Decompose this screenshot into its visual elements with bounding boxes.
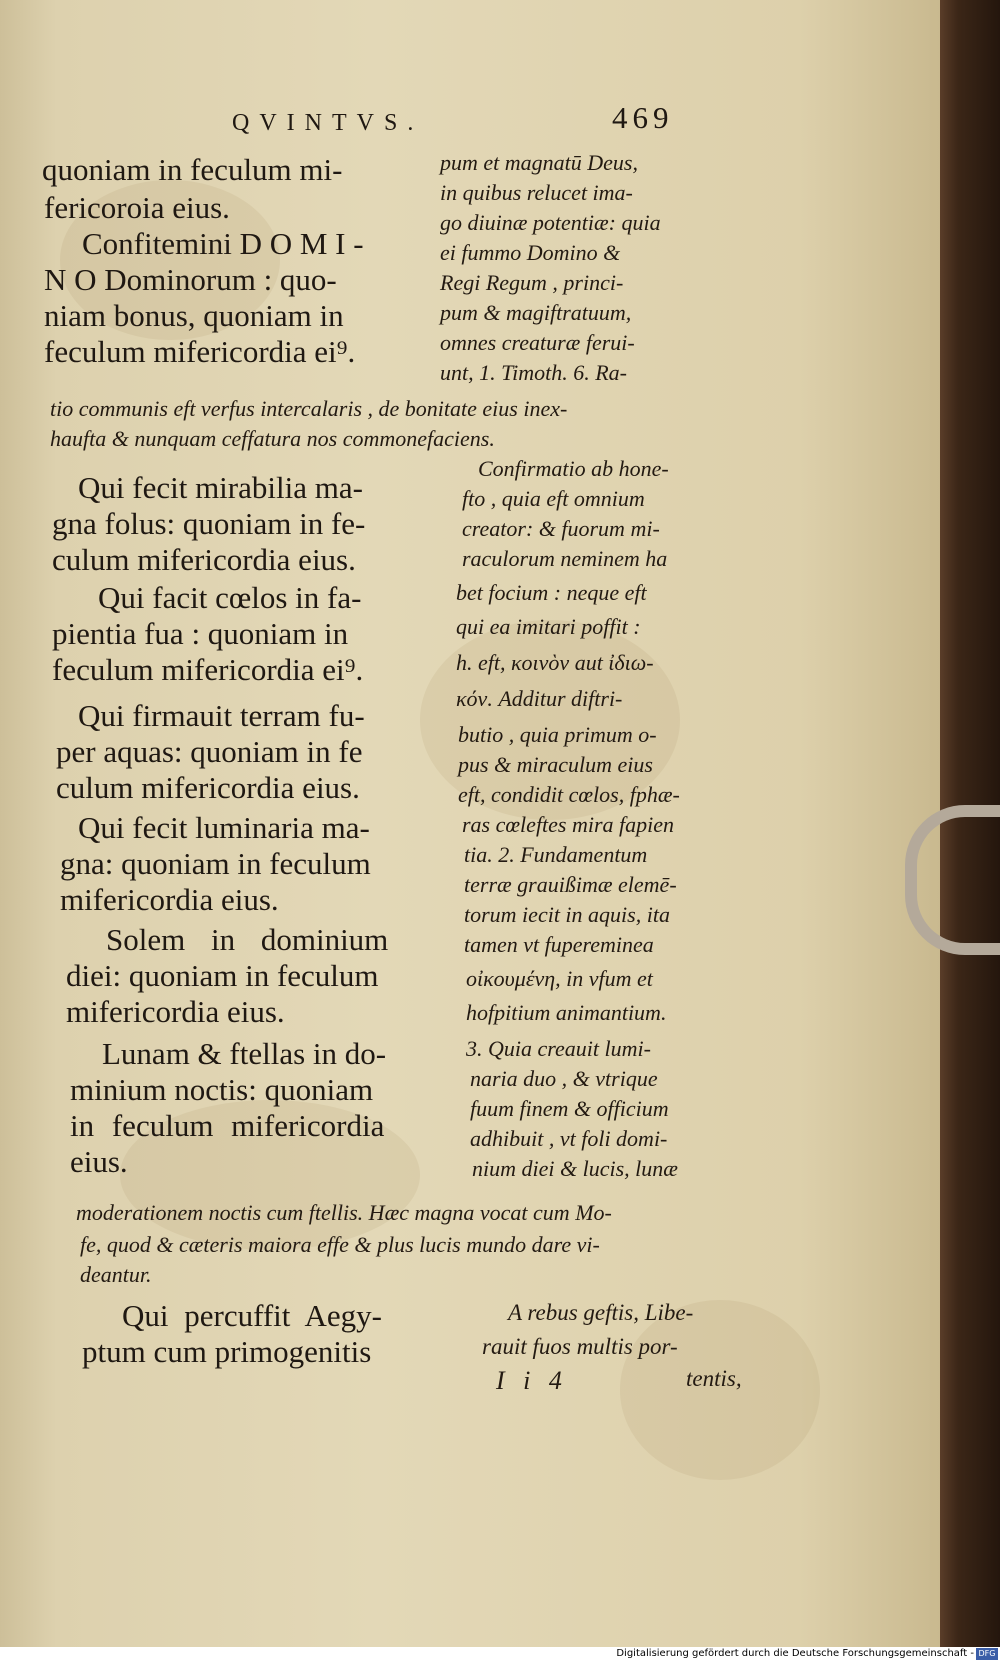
gloss-line: eft, condidit cœlos, fphæ- xyxy=(458,782,680,807)
gloss-line: h. eft, κοινὸν aut ἰδιω- xyxy=(456,650,654,675)
text-line: pientia fua : quoniam in xyxy=(52,616,349,651)
text-line: eius. xyxy=(70,1144,128,1179)
gloss-line: Confirmatio ab hone- xyxy=(478,456,669,481)
dfg-logo: DFG xyxy=(976,1648,998,1660)
text-line: gna: quoniam in feculum xyxy=(60,846,371,881)
gloss-line: butio , quia primum o- xyxy=(458,722,657,747)
gloss-line: omnes creaturæ ferui- xyxy=(440,330,635,355)
text-line: feculum mifericordia ei⁹. xyxy=(52,652,364,687)
gloss-line: deantur. xyxy=(80,1262,152,1287)
text-line: Qui fecit luminaria ma- xyxy=(78,810,370,845)
text-line: quoniam in feculum mi- xyxy=(42,152,343,187)
gloss-line: nium diei & lucis, lunæ xyxy=(472,1156,678,1181)
text-line: gna folus: quoniam in fe- xyxy=(52,506,366,541)
text-line: diei: quoniam in feculum xyxy=(66,958,379,993)
text-line: Qui fecit mirabilia ma- xyxy=(78,470,363,505)
gloss-line: fe, quod & cæteris maiora effe & plus lucis mundo dare vi- xyxy=(80,1232,600,1257)
text-line: mifericordia eius. xyxy=(66,994,285,1029)
text-line: culum mifericordia eius. xyxy=(52,542,356,577)
gloss-line: terræ grauißimæ elemē- xyxy=(464,872,677,897)
text-line: Qui firmauit terram fu- xyxy=(78,698,365,733)
gloss-line: fto , quia eft omnium xyxy=(462,486,645,511)
gloss-line: tia. 2. Fundamentum xyxy=(464,842,648,867)
gloss-line: tamen vt fupereminea xyxy=(464,932,654,957)
gloss-line: qui ea imitari poffit : xyxy=(456,614,641,639)
footer-bar xyxy=(0,1647,1000,1661)
gloss-line: tentis, xyxy=(686,1366,742,1391)
text-line: Lunam & ftellas in do- xyxy=(102,1036,387,1071)
text-line: Qui facit cœlos in fa- xyxy=(98,580,362,615)
text-line: Solem in dominium xyxy=(106,922,389,957)
text-line: fericoroia eius. xyxy=(44,190,230,225)
gloss-line: A rebus geftis, Libe- xyxy=(508,1300,694,1325)
text-line: feculum mifericordia ei⁹. xyxy=(44,334,356,369)
text-line: ptum cum primogenitis xyxy=(82,1334,372,1369)
gloss-line: haufta & nunquam ceffatura nos commonefaciens. xyxy=(50,426,495,451)
gloss-line: rauit fuos multis por- xyxy=(482,1334,678,1359)
page-number: 469 xyxy=(612,100,674,135)
gloss-line: ras cœleftes mira fapien xyxy=(462,812,675,837)
signature-mark: I i 4 xyxy=(496,1366,568,1395)
gloss-line: κόν. Additur diftri- xyxy=(456,686,623,711)
gloss-line: fuum finem & officium xyxy=(470,1096,669,1121)
text-line: minium noctis: quoniam xyxy=(70,1072,374,1107)
gloss-line: tio communis eft verfus intercalaris , de bonitate eius inex- xyxy=(50,396,568,421)
text-line: mifericordia eius. xyxy=(60,882,279,917)
gloss-line: in quibus relucet ima- xyxy=(440,180,633,205)
text-line: niam bonus, quoniam in xyxy=(44,298,344,333)
gloss-line: creator: & fuorum mi- xyxy=(462,516,660,541)
gloss-line: raculorum neminem ha xyxy=(462,546,668,571)
gloss-line: moderationem noctis cum ftellis. Hæc magna vocat cum Mo- xyxy=(76,1200,612,1225)
gloss-line: naria duo , & vtrique xyxy=(470,1066,658,1091)
gloss-line: torum iecit in aquis, ita xyxy=(464,902,670,927)
gloss-line: adhibuit , vt foli domi- xyxy=(470,1126,668,1151)
gloss-line: ei fummo Domino & xyxy=(440,240,621,265)
gloss-line: Regi Regum , princi- xyxy=(440,270,624,295)
text-line: N O Dominorum : quo- xyxy=(44,262,337,297)
text-line: in feculum mifericordia xyxy=(70,1108,385,1143)
gloss-line: οἰκουμένη, in vfum et xyxy=(466,966,653,991)
text-line: Confitemini D O M I - xyxy=(82,226,364,261)
text-line: per aquas: quoniam in fe xyxy=(56,734,363,769)
text-line: Qui percuffit Aegy- xyxy=(122,1298,382,1333)
gloss-line: go diuinæ potentiæ: quia xyxy=(440,210,661,235)
gloss-line: pum et magnatū Deus, xyxy=(440,150,638,175)
gloss-line: bet focium : neque eft xyxy=(456,580,647,605)
running-title: QVINTVS. xyxy=(232,110,424,136)
gloss-line: 3. Quia creauit lumi- xyxy=(466,1036,651,1061)
gloss-line: pus & miraculum eius xyxy=(458,752,653,777)
book-clasp xyxy=(905,805,1000,955)
text-line: culum mifericordia eius. xyxy=(56,770,360,805)
gloss-line: unt, 1. Timoth. 6. Ra- xyxy=(440,360,628,385)
digitization-credit: Digitalisierung gefördert durch die Deutsche Forschungsgemeinschaft - xyxy=(616,1648,974,1659)
gloss-line: hofpitium animantium. xyxy=(466,1000,667,1025)
gloss-line: pum & magiftratuum, xyxy=(440,300,632,325)
